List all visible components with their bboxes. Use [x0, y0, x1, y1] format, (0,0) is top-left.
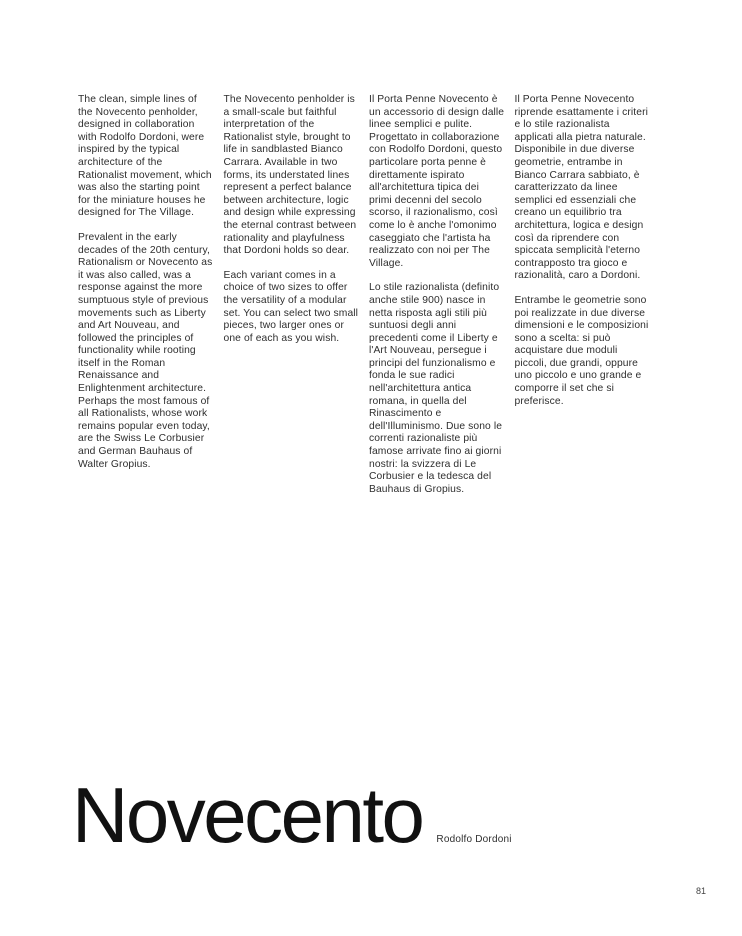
- paragraph: Il Porta Penne Novecento è un accessorio di design dalle linee semplici e pulite. Progettato in collaborazione con Rodolfo Dordoni, questo particolare porta penne è direttamente ispirato all'architettura tipica dei primi decenni del secolo scorso, il razionalismo, così come lo è anche l'omonimo caseggiato che l'artista ha realizzato con noi per The Village.: [369, 94, 505, 269]
- designer-name: Rodolfo Dordoni: [436, 834, 512, 845]
- paragraph: Il Porta Penne Novecento riprende esattamente i criteri e lo stile razionalista applicati alla pietra naturale. Disponibile in due diverse geometrie, entrambe in Bianco Carrara sabbiato, è caratterizzato da linee semplici ed essenziali che creano un equilibrio tra architettura, logica e design così da riprendere con spiccata semplicità l'eterno contrapposto tra gioco e razionalità, caro a Dordoni.: [514, 94, 648, 282]
- text-column-3-italian: [369, 94, 505, 508]
- paragraph: The clean, simple lines of the Novecento penholder, designed in collaboration with Rodolfo Dordoni, were inspired by the typical architecture of the Rationalist movement, which was also the starting point for the miniature houses he designed for The Village.: [78, 94, 212, 219]
- product-title: Novecento: [72, 771, 423, 859]
- text-column-1-english: [78, 94, 214, 508]
- paragraph: Lo stile razionalista (definito anche stile 900) nasce in netta risposta agli stili più suntuosi degli anni precedenti come il Liberty e l'Art Nouveau, persegue i principi del funzionalismo e fonda le sue radici nell'architettura antica romana, in quella del Rinascimento e dell'Illuminismo. Due sono le correnti razionaliste più famose arrivate fino ai giorni nostri: la svizzera di Le Corbusier e la tedesca del Bauhaus di Gropius.: [369, 282, 503, 495]
- page-number: 81: [695, 886, 706, 896]
- text-column-2-english: [224, 94, 360, 508]
- paragraph: Prevalent in the early decades of the 20th century, Rationalism or Novecento as it was also called, was a response against the more sumptuous style of previous movements such as Liberty and Art Nouveau, and followed the principles of functionality while rooting itself in the Roman Renaissance and Enlightenment architecture. Perhaps the most famous of all Rationalists, whose work remains popular even today, are the Swiss Le Corbusier and German Bauhaus of Walter Gropius.: [78, 231, 213, 470]
- paragraph: Each variant comes in a choice of two sizes to offer the versatility of a modular set. You can select two small pieces, two larger ones or one of each as you wish.: [223, 269, 359, 344]
- paragraph: Entrambe le geometrie sono poi realizzate in due diverse dimensioni e le composizioni sono a scelta: si può acquistare due moduli piccoli, due grandi, oppure uno piccolo e uno grande e comporre il set che si preferisce.: [514, 294, 649, 407]
- text-column-4-italian: [515, 94, 651, 508]
- paragraph: The Novecento penholder is a small-scale but faithful interpretation of the Rationalist style, brought to life in sandblasted Bianco Carrara. Available in two forms, its understated lines represent a perfect balance between architecture, logic and design while expressing the eternal contrast between rationality and playfulness that Dordoni holds so dear.: [223, 94, 357, 257]
- text-columns: [78, 94, 650, 508]
- title-block: [72, 771, 512, 859]
